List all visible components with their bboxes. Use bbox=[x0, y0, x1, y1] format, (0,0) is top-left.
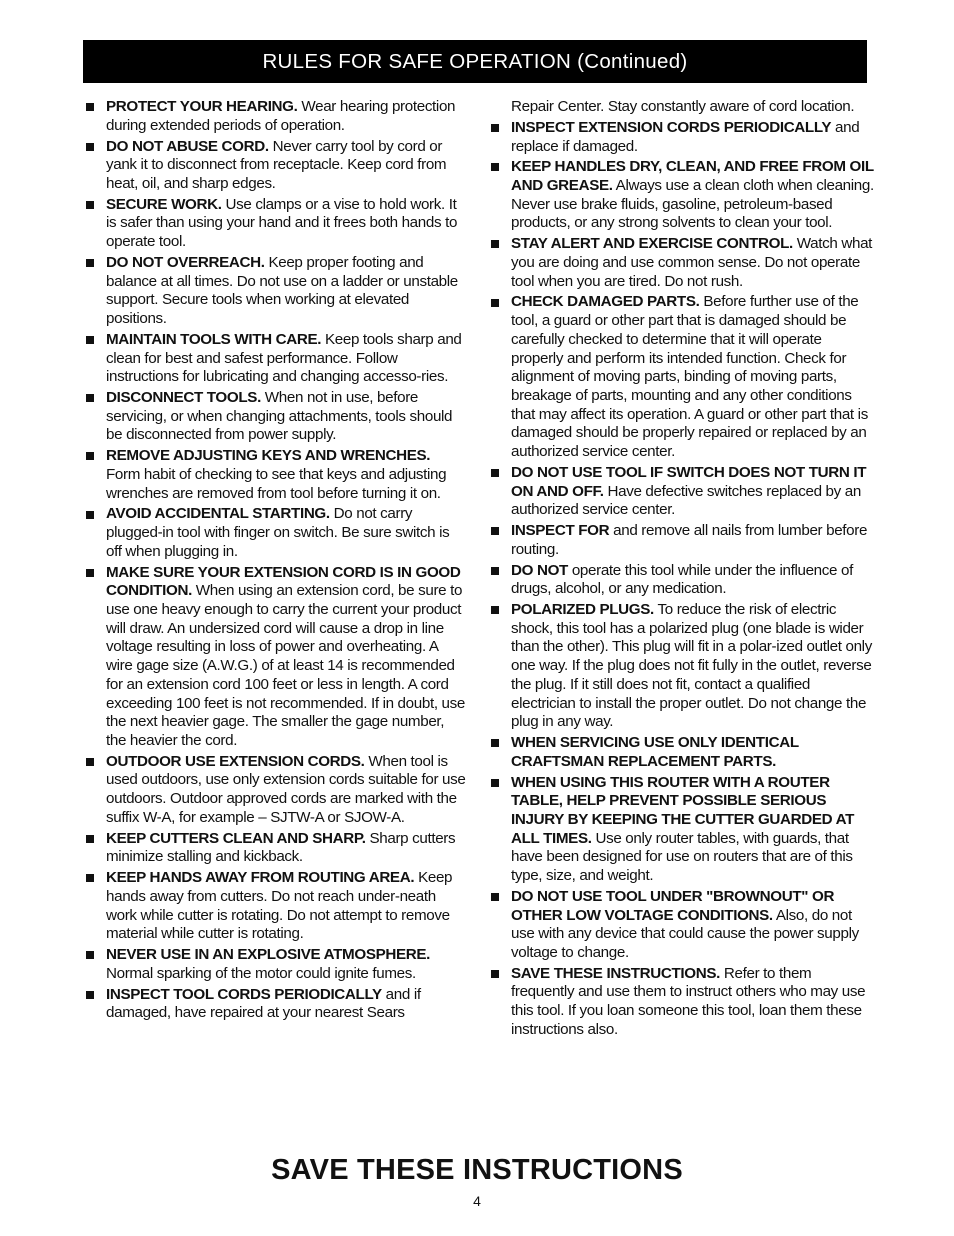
square-bullet-icon bbox=[86, 951, 94, 959]
rule-body: When using an extension cord, be sure to use one heavy enough to carry the current your product will draw. An undersized cord will cause a drop in line voltage resulting in loss of power and overheating. A wire gage size (A.W.G.) of at least 14 is recommended for an extension cord 100 feet or less in length. A cord exceeding 100 feet is not recommended. If in doubt, use the next heavier gage. The smaller the gage number, the heavier the cord. bbox=[106, 582, 465, 749]
section-header bbox=[83, 40, 867, 83]
rule-heading: INSPECT FOR bbox=[511, 522, 610, 540]
rule-heading: CHECK DAMAGED PARTS. bbox=[511, 293, 700, 311]
rule-body: When not in use, before servicing, or when changing attachments, tools should be disconnected from power supply. bbox=[106, 389, 453, 444]
rule-body: and replace if damaged. bbox=[511, 118, 860, 155]
rule-heading: INSPECT TOOL CORDS PERIODICALLY bbox=[106, 985, 382, 1003]
safety-rule-item bbox=[86, 869, 466, 944]
safety-rule-item bbox=[86, 196, 466, 252]
square-bullet-icon bbox=[491, 739, 499, 747]
rule-heading: WHEN SERVICING USE ONLY IDENTICAL CRAFTSMAN REPLACEMENT PARTS. bbox=[511, 734, 799, 770]
square-bullet-icon bbox=[491, 240, 499, 248]
rule-heading: SECURE WORK. bbox=[106, 195, 222, 213]
rule-body: Always use a clean cloth when cleaning. Never use brake fluids, gasoline, petroleum-based products, or any strong solvents to clean your tool. bbox=[511, 177, 874, 232]
safety-rule-item bbox=[86, 753, 466, 828]
rule-body: Never carry tool by cord or yank it to disconnect from receptacle. Keep cord from heat, oil, and sharp edges. bbox=[106, 137, 447, 192]
safety-rule-item bbox=[491, 774, 874, 886]
rule-body: Wear hearing protection during extended periods of operation. bbox=[106, 98, 456, 134]
rule-body: Do not carry plugged-in tool with finger on switch. Be sure switch is off when plugging in. bbox=[106, 505, 450, 560]
square-bullet-icon bbox=[491, 469, 499, 477]
safety-rule-item bbox=[86, 389, 466, 445]
rule-body: Normal sparking of the motor could ignite fumes. bbox=[106, 964, 416, 982]
rule-body: Sharp cutters minimize stalling and kickback. bbox=[106, 829, 456, 866]
square-bullet-icon bbox=[491, 567, 499, 575]
rule-heading: DO NOT bbox=[511, 561, 568, 579]
square-bullet-icon bbox=[86, 103, 94, 111]
square-bullet-icon bbox=[86, 835, 94, 843]
safety-rule-item bbox=[86, 946, 466, 983]
safety-rule-item bbox=[491, 965, 874, 1040]
rule-heading: DISCONNECT TOOLS. bbox=[106, 389, 261, 407]
rule-body: To reduce the risk of electric shock, this tool has a polarized plug (one blade is wider than the other). This plug will fit in a polar-ized outlet only one way. If the plug does not fit fully in the outlet, reverse the plug. If it still does not fit, contact a qualified electrician to install the proper outlet. Do not change the plug in any way. bbox=[511, 601, 872, 731]
save-instructions-title: SAVE THESE INSTRUCTIONS bbox=[271, 1154, 683, 1186]
square-bullet-icon bbox=[491, 124, 499, 132]
rule-body: When tool is used outdoors, use only extension cords suitable for use outdoors. Outdoor approved cords are marked with the suffix W-A, for example – SJTW-A or SJOW-A. bbox=[106, 752, 466, 826]
safety-rule-item bbox=[491, 522, 874, 559]
rule-body: Form habit of checking to see that keys and adjusting wrenches are removed from tool before turning it on. bbox=[106, 465, 447, 502]
safety-rule-item bbox=[86, 505, 466, 561]
rule-body: and remove all nails from lumber before routing. bbox=[511, 522, 868, 558]
rule-heading: WHEN USING THIS ROUTER WITH A ROUTER TABLE, HELP PREVENT POSSIBLE SERIOUS INJURY BY KEEPING THE CUTTER GUARDED AT ALL TIMES. bbox=[511, 773, 855, 847]
safety-rule-item bbox=[86, 331, 466, 387]
rule-heading: OUTDOOR USE EXTENSION CORDS. bbox=[106, 752, 365, 770]
safety-rule-item bbox=[86, 254, 466, 329]
square-bullet-icon bbox=[86, 143, 94, 151]
square-bullet-icon bbox=[491, 893, 499, 901]
square-bullet-icon bbox=[86, 758, 94, 766]
rule-heading: AVOID ACCIDENTAL STARTING. bbox=[106, 505, 330, 523]
square-bullet-icon bbox=[86, 569, 94, 577]
rule-heading: INSPECT EXTENSION CORDS PERIODICALLY bbox=[511, 118, 832, 136]
rule-body: Have defective switches replaced by an authorized service center. bbox=[511, 482, 861, 519]
safety-rule-item bbox=[491, 601, 874, 732]
rule-heading: KEEP CUTTERS CLEAN AND SHARP. bbox=[106, 829, 366, 847]
rule-body: Refer to them frequently and use them to instruct others who may use this tool. If you loan someone this tool, loan them these instructions also. bbox=[511, 964, 866, 1038]
rule-heading: NEVER USE IN AN EXPLOSIVE ATMOSPHERE. bbox=[106, 946, 431, 964]
rule-body: Also, do not use with any device that could cause the power supply voltage to change. bbox=[511, 906, 859, 961]
page-number: 4 bbox=[473, 1193, 481, 1209]
square-bullet-icon bbox=[491, 606, 499, 614]
rule-heading: PROTECT YOUR HEARING. bbox=[106, 98, 298, 115]
safety-rule-item bbox=[491, 158, 874, 233]
square-bullet-icon bbox=[491, 163, 499, 171]
rule-heading: REMOVE ADJUSTING KEYS AND WRENCHES. bbox=[106, 447, 431, 465]
rule-body: Before further use of the tool, a guard or other part that is damaged should be carefully checked to determine that it will operate properly and perform its intended function. Check for alignment of moving parts, binding of moving parts, breakage of parts, mounting and any other conditions that may affect its operation. A guard or other part that is damaged should be properly repaired or replaced by an authorized service center. bbox=[511, 293, 868, 461]
rule-heading: POLARIZED PLUGS. bbox=[511, 601, 654, 619]
rule-body: operate this tool while under the influence of drugs, alcohol, or any medication. bbox=[511, 561, 853, 598]
rule-body: Keep proper footing and balance at all times. Do not use on a ladder or unstable support. Secure tools when working at elevated positions. bbox=[106, 253, 458, 328]
square-bullet-icon bbox=[491, 299, 499, 307]
safety-rule-item bbox=[491, 464, 874, 520]
rule-heading: SAVE THESE INSTRUCTIONS. bbox=[511, 964, 721, 982]
square-bullet-icon bbox=[86, 991, 94, 999]
safety-rule-item bbox=[491, 888, 874, 963]
rule-body: Keep hands away from cutters. Do not reach under-neath work while cutter is rotating. Do not attempt to remove material while cutter is rotating. bbox=[106, 869, 453, 943]
rule-heading: MAINTAIN TOOLS WITH CARE. bbox=[106, 330, 322, 348]
rule-heading: KEEP HANDLES DRY, CLEAN, AND FREE FROM OIL AND GREASE. bbox=[511, 158, 874, 194]
rule-heading: DO NOT OVERREACH. bbox=[106, 253, 265, 271]
safety-rule-item bbox=[491, 562, 874, 599]
square-bullet-icon bbox=[86, 452, 94, 460]
rule-body: Use only router tables, with guards, that have been designed for use on routers that are of this type, size, and weight. bbox=[511, 829, 853, 885]
rule-heading: DO NOT USE TOOL UNDER "BROWNOUT" OR OTHER LOW VOLTAGE CONDITIONS. bbox=[511, 887, 835, 924]
rule-body: Watch what you are doing and use common sense. Do not operate tool when you are tired. Do not rush. bbox=[511, 235, 873, 290]
square-bullet-icon bbox=[86, 201, 94, 209]
rule-body: and if damaged, have repaired at your nearest Sears bbox=[106, 985, 421, 1022]
rule-heading: DO NOT USE TOOL IF SWITCH DOES NOT TURN IT ON AND OFF. bbox=[511, 463, 867, 500]
right-column bbox=[491, 98, 874, 1042]
rule-heading: KEEP HANDS AWAY FROM ROUTING AREA. bbox=[106, 869, 415, 887]
square-bullet-icon bbox=[491, 970, 499, 978]
section-title: RULES FOR SAFE OPERATION (Continued) bbox=[262, 49, 688, 73]
rule-body: Use clamps or a vise to hold work. It is safer than using your hand and it frees both hands to operate tool. bbox=[106, 195, 458, 251]
safety-rule-item bbox=[491, 293, 874, 461]
rule-heading: DO NOT ABUSE CORD. bbox=[106, 137, 269, 155]
safety-rule-item bbox=[86, 564, 466, 751]
safety-rule-item bbox=[86, 830, 466, 867]
square-bullet-icon bbox=[86, 874, 94, 882]
safety-rule-item bbox=[491, 119, 874, 156]
square-bullet-icon bbox=[491, 527, 499, 535]
continuation-text: Repair Center. Stay constantly aware of cord location. bbox=[511, 98, 855, 115]
safety-rule-item bbox=[86, 138, 466, 194]
rule-heading: STAY ALERT AND EXERCISE CONTROL. bbox=[511, 235, 793, 253]
square-bullet-icon bbox=[86, 259, 94, 267]
safety-rule-item bbox=[491, 734, 874, 771]
left-column bbox=[86, 98, 466, 1025]
square-bullet-icon bbox=[86, 394, 94, 402]
square-bullet-icon bbox=[491, 779, 499, 787]
square-bullet-icon bbox=[86, 511, 94, 519]
rule-body: Keep tools sharp and clean for best and safest performance. Follow instructions for lubricating and changing accesso-ries. bbox=[106, 330, 462, 386]
safety-rule-item bbox=[86, 447, 466, 503]
rule-heading: MAKE SURE YOUR EXTENSION CORD IS IN GOOD CONDITION. bbox=[106, 563, 461, 600]
safety-rule-item bbox=[86, 986, 466, 1023]
safety-rule-item bbox=[86, 98, 466, 135]
square-bullet-icon bbox=[86, 336, 94, 344]
safety-rule-item bbox=[491, 235, 874, 291]
